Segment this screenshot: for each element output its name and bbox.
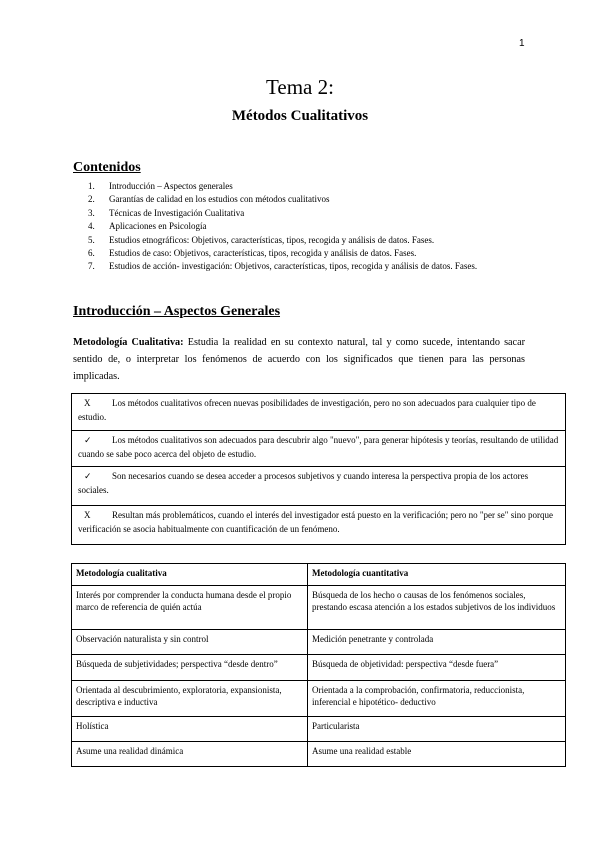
cross-icon: X [84, 510, 91, 520]
table-cell: Búsqueda de objetividad: perspectiva “desde fuera” [308, 655, 566, 681]
note-item [72, 394, 565, 431]
table-cell: Holística [72, 717, 308, 742]
table-cell: Búsqueda de los hecho o causas de los fenómenos sociales, prestando escasa atención a los estados subjetivos de los individuos [308, 586, 566, 630]
table-cell: Orientada al descubrimiento, exploratoria, expansionista, descriptiva e inductiva [72, 681, 308, 717]
table-row [72, 655, 566, 681]
item-number: 7. [88, 261, 95, 272]
table-row [72, 630, 566, 655]
item-text: Garantías de calidad en los estudios con métodos cualitativos [109, 194, 330, 205]
item-text: Estudios de caso: Objetivos, características, tipos, recogida y análisis de datos. Fases. [109, 247, 417, 258]
intro-paragraph [73, 334, 525, 385]
comparison-table [71, 563, 566, 767]
item-text: Técnicas de Investigación Cualitativa [109, 207, 245, 218]
table-cell: Búsqueda de subjetividades; perspectiva “desde dentro” [72, 655, 308, 681]
note-text: Los métodos cualitativos ofrecen nuevas posibilidades de investigación, pero no son adecuados para cualquier tipo de estudio. [78, 398, 536, 422]
item-text: Aplicaciones en Psicología [109, 221, 207, 232]
intro-definition: Estudia la realidad en su contexto natural, tal y como sucede, intentando sacar sentido de, o interpretar los fenómenos de acuerdo con los significados que tienen para las personas implicadas. [73, 337, 525, 382]
contents-item [88, 180, 477, 193]
cross-icon: X [84, 398, 91, 408]
table-cell: Observación naturalista y sin control [72, 630, 308, 655]
item-text: Introducción – Aspectos generales [109, 181, 233, 191]
notes-box [71, 393, 566, 545]
contents-item [88, 220, 477, 233]
item-number: 5. [88, 234, 95, 245]
table-row [72, 717, 566, 742]
item-text: Estudios etnográficos: Objetivos, características, tipos, recogida y análisis de datos. Fases. [109, 234, 435, 245]
item-number: 3. [88, 207, 95, 218]
table-row [72, 681, 566, 717]
contents-item [88, 234, 477, 247]
intro-heading: Introducción – Aspectos Generales [73, 304, 281, 319]
contents-list [88, 180, 477, 274]
contents-heading: Contenidos [73, 160, 141, 175]
note-text: Los métodos cualitativos son adecuados para descubrir algo "nuevo", para generar hipótesis y teorías, resultando de utilidad cuando se sabe poco acerca del objeto de estudio. [78, 435, 559, 459]
column-header: Metodología cualitativa [72, 564, 308, 586]
page-number: 1 [519, 38, 525, 49]
item-number: 6. [88, 247, 95, 258]
check-icon: ✓ [84, 471, 92, 481]
note-item [72, 506, 565, 544]
table-cell: Asume una realidad dinámica [72, 742, 308, 767]
item-number: 4. [88, 221, 95, 232]
table-cell: Orientada a la comprobación, confirmatoria, reduccionista, inferencial e hipotético- deductivo [308, 681, 566, 717]
note-text: Resultan más problemáticos, cuando el interés del investigador está puesto en la verificación; pero no "per se" sino porque verificación se asocia habitualmente con cuantificación de un fenómeno. [78, 510, 553, 534]
intro-term: Metodología Cualitativa: [73, 337, 184, 348]
note-text: Son necesarios cuando se desea acceder a procesos subjetivos y cuando interesa la perspectiva propia de los actores sociales. [78, 471, 529, 495]
table-row [72, 586, 566, 630]
note-item [72, 431, 565, 467]
table-cell: Medición penetrante y controlada [308, 630, 566, 655]
item-number: 1. [88, 181, 95, 191]
item-number: 2. [88, 194, 95, 205]
table-cell: Particularista [308, 717, 566, 742]
contents-item [88, 207, 477, 220]
table-row [72, 742, 566, 767]
page-subtitle: Métodos Cualitativos [231, 108, 369, 124]
note-item [72, 467, 565, 506]
item-text: Estudios de acción- investigación: Objetivos, características, tipos, recogida y análisis de datos. Fases. [109, 261, 478, 272]
contents-item [88, 247, 477, 260]
column-header: Metodología cuantitativa [308, 564, 566, 586]
page-title: Tema 2: [266, 75, 334, 99]
contents-item [88, 260, 477, 273]
table-cell: Interés por comprender la conducta humana desde el propio marco de referencia de quién actúa [72, 586, 308, 630]
contents-item [88, 193, 477, 206]
table-cell: Asume una realidad estable [308, 742, 566, 767]
table-header-row [72, 564, 566, 586]
check-icon: ✓ [84, 435, 92, 445]
